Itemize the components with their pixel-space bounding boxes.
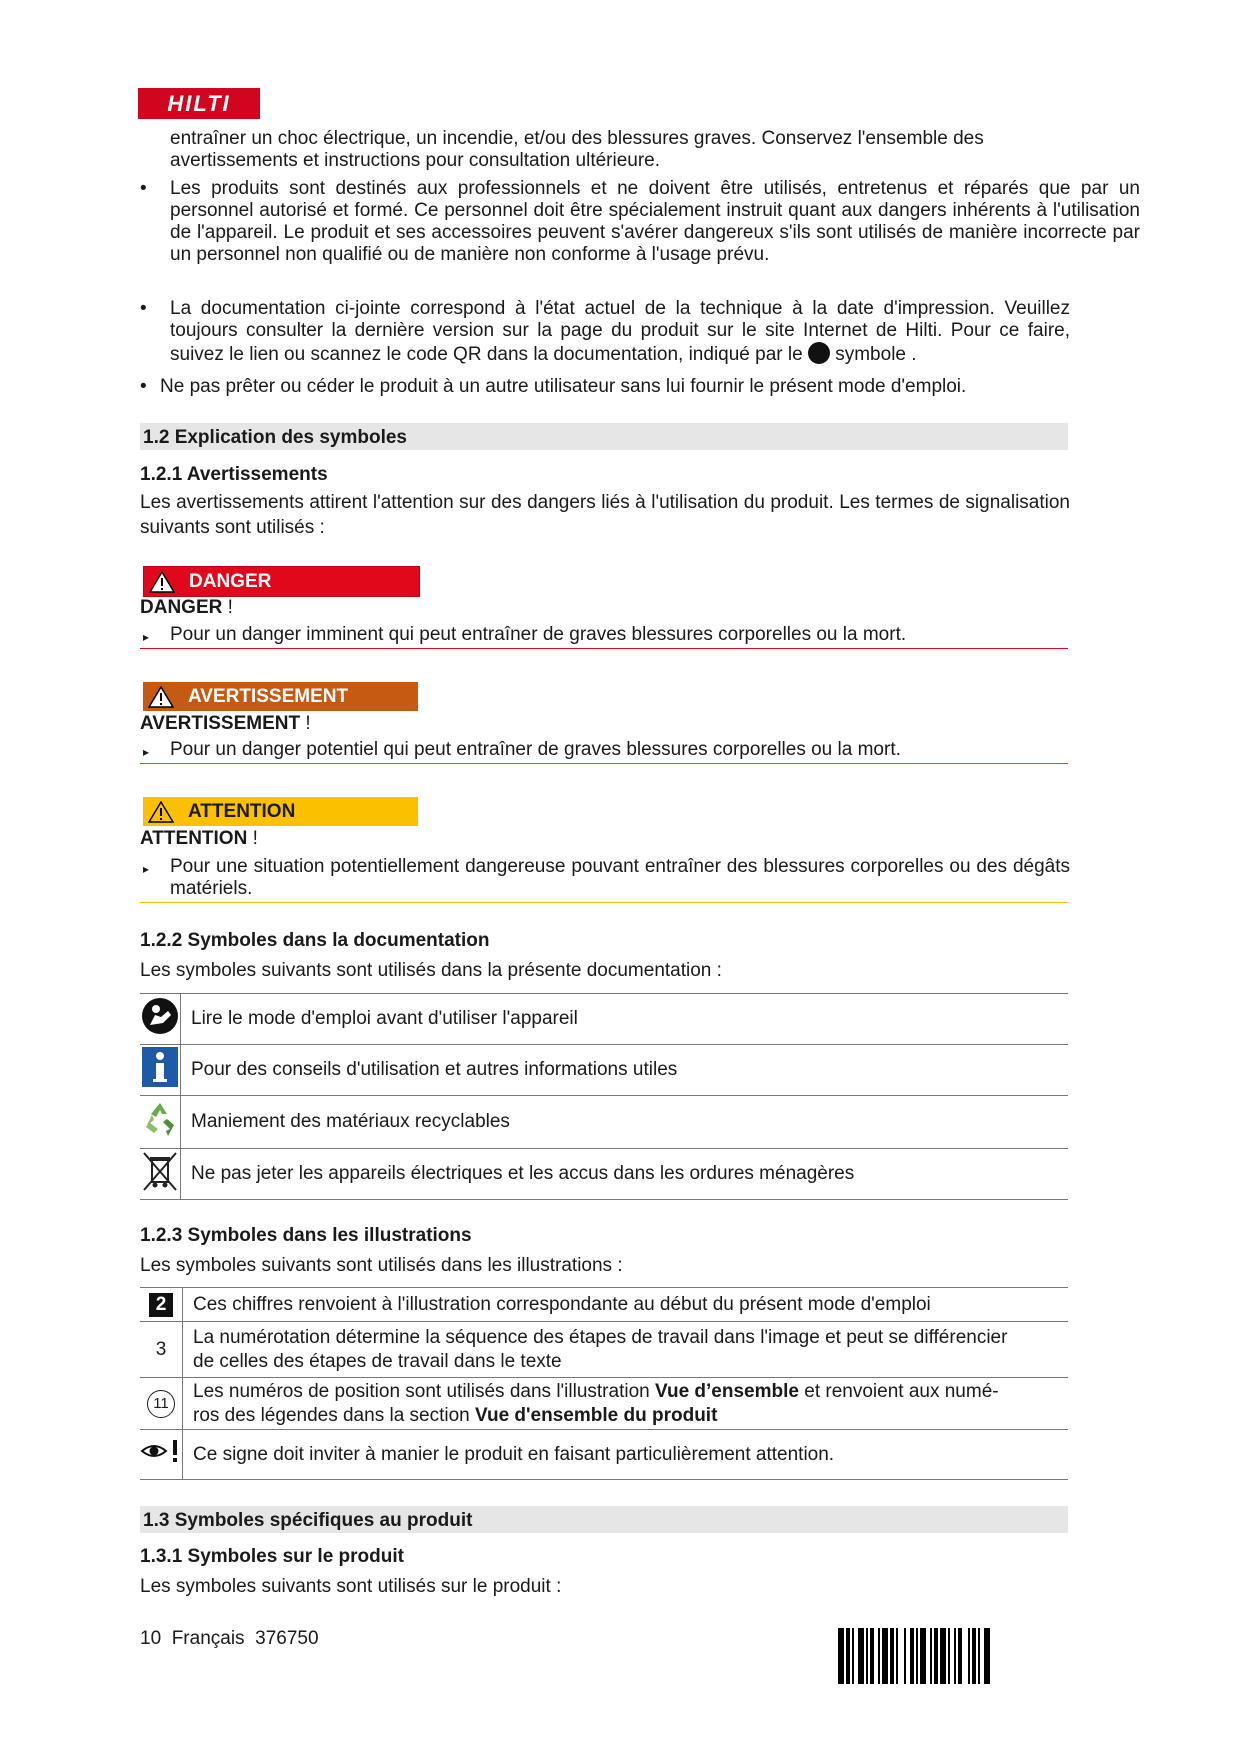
table-row bbox=[140, 1149, 1068, 1200]
table-row bbox=[140, 1045, 1068, 1096]
danger-name: DANGER bbox=[140, 597, 223, 618]
table-icon-cell bbox=[140, 1288, 183, 1322]
page-number: 10 bbox=[140, 1628, 162, 1649]
warning-triangle-icon bbox=[148, 686, 174, 708]
danger-signal-bar bbox=[143, 566, 420, 597]
bullet-professionals bbox=[170, 178, 1140, 266]
intro-paragraph bbox=[170, 128, 1070, 172]
bullet-marker: • bbox=[140, 178, 147, 199]
hilti-logo: HILTI bbox=[138, 88, 260, 119]
table-icon-cell bbox=[140, 1149, 181, 1200]
page-footer bbox=[140, 1628, 319, 1650]
bullet-arrow-icon: ▸ bbox=[143, 862, 150, 876]
bold-reference: Vue d'ensemble du produit bbox=[475, 1404, 718, 1426]
warning-signal-bar bbox=[143, 682, 418, 711]
table-icon-cell bbox=[140, 994, 181, 1045]
text-span: et renvoient aux numé- bbox=[804, 1380, 999, 1402]
bullet-professionals-lead: Les produits sont destinés aux professionnels et ne doivent être utilisés, entretenus et bbox=[170, 178, 954, 199]
crossed-bin-icon bbox=[140, 1150, 180, 1192]
warning-heading bbox=[140, 713, 311, 735]
doc-symbol-text: Ne pas jeter les appareils électriques et les accus dans les ordures ménagères bbox=[181, 1149, 1069, 1200]
section-title-1-2: 1.2 Explication des symboles bbox=[143, 427, 407, 448]
illus-symbol-text bbox=[183, 1322, 1069, 1378]
recycle-icon bbox=[140, 1099, 180, 1139]
warning-name: AVERTISSEMENT bbox=[140, 713, 301, 734]
figure-number-icon: 2 bbox=[149, 1293, 173, 1317]
doc-symbols-table bbox=[140, 993, 1068, 1200]
warning-exclamation: ! bbox=[305, 713, 311, 734]
table-row bbox=[140, 1096, 1068, 1149]
bullet-marker: • bbox=[140, 376, 147, 397]
danger-description: Pour un danger imminent qui peut entraîner de graves blessures corporelles ou la mort. bbox=[170, 624, 907, 645]
subsection-title-1-2-2: 1.2.2 Symboles dans la documentation bbox=[140, 930, 490, 951]
illus-symbol-text-line: de celles des étapes de travail dans le texte bbox=[193, 1350, 562, 1372]
table-icon-cell bbox=[140, 1378, 183, 1430]
attention-eye-icon bbox=[140, 1438, 182, 1464]
read-manual-icon bbox=[141, 997, 179, 1035]
bullet-lending: Ne pas prêter ou céder le produit à un autre utilisateur sans lui fournir le présent mode d'emploi. bbox=[160, 376, 967, 397]
doc-symbol-text: Maniement des matériaux recyclables bbox=[181, 1096, 1069, 1149]
bold-reference: Vue d’ensemble bbox=[655, 1380, 799, 1402]
table-icon-cell bbox=[140, 1096, 181, 1149]
warning-triangle-icon bbox=[148, 801, 174, 823]
bullet-arrow-icon: ▸ bbox=[143, 630, 150, 644]
bullet-documentation-text: La documentation ci-jointe correspond à l'état actuel de la technique à la date d'impression. Veuillez toujours consulter la dernière version sur la page du produit sur le site Internet de Hilti. Pour ce faire, suivez le lien ou scannez le code QR dans la documentation, indiqué par le bbox=[170, 298, 1070, 365]
caution-label: ATTENTION bbox=[188, 800, 296, 822]
illus-symbol-text-line: La numérotation détermine la séquence des étapes de travail dans l'image et peut se différencier bbox=[193, 1326, 1008, 1348]
qr-symbol-icon bbox=[808, 342, 830, 364]
table-row bbox=[140, 1430, 1068, 1480]
barcode-bar bbox=[990, 1628, 992, 1684]
bullet-marker: • bbox=[140, 298, 147, 319]
text-span: Les numéros de position sont utilisés dans l'illustration bbox=[193, 1380, 650, 1402]
warning-rule bbox=[140, 763, 1068, 764]
info-icon bbox=[141, 1046, 179, 1088]
table-icon-cell bbox=[140, 1322, 183, 1378]
intro-line-1: entraîner un choc électrique, un incendie, et/ou des blessures graves. Conservez l'ensemble des bbox=[170, 128, 984, 149]
caution-heading bbox=[140, 828, 258, 850]
danger-label: DANGER bbox=[189, 570, 272, 592]
table-icon-cell bbox=[140, 1430, 183, 1480]
illus-symbol-text bbox=[183, 1378, 1069, 1430]
caution-name: ATTENTION bbox=[140, 828, 248, 849]
bullet-documentation-end: symbole . bbox=[835, 344, 917, 365]
position-number-icon: 11 bbox=[147, 1390, 175, 1418]
table-icon-cell bbox=[140, 1045, 181, 1096]
intro-line-2: avertissements et instructions pour consultation ultérieure. bbox=[170, 150, 661, 171]
caution-signal-bar bbox=[143, 797, 418, 826]
caution-exclamation: ! bbox=[252, 828, 258, 849]
illus-symbol-text: Ces chiffres renvoient à l'illustration correspondante au début du présent mode d'emploi bbox=[183, 1288, 1069, 1322]
subsection-title-1-2-3: 1.2.3 Symboles dans les illustrations bbox=[140, 1225, 472, 1246]
doc-symbol-text: Pour des conseils d'utilisation et autres informations utiles bbox=[181, 1045, 1069, 1096]
doc-symbol-text: Lire le mode d'emploi avant d'utiliser l'appareil bbox=[181, 994, 1069, 1045]
warning-triangle-icon bbox=[149, 571, 175, 593]
danger-heading bbox=[140, 597, 233, 619]
barcode bbox=[838, 1628, 1064, 1684]
bullet-arrow-icon: ▸ bbox=[143, 745, 150, 759]
footer-language: Français bbox=[171, 1628, 245, 1649]
subsection-title-1-3-1: 1.3.1 Symboles sur le produit bbox=[140, 1546, 404, 1567]
illus-symbol-text: Ce signe doit inviter à manier le produit en faisant particulièrement attention. bbox=[183, 1430, 1069, 1480]
illus-symbol-text-line bbox=[193, 1380, 1058, 1404]
subsection-title-1-2-1: 1.2.1 Avertissements bbox=[140, 464, 328, 485]
illus-symbols-table bbox=[140, 1287, 1068, 1480]
table-row bbox=[140, 994, 1068, 1045]
text-span: ros des légendes dans la section bbox=[193, 1404, 470, 1426]
doc-symbols-intro-text: Les symboles suivants sont utilisés dans la présente documentation : bbox=[140, 960, 722, 981]
table-row bbox=[140, 1322, 1068, 1378]
caution-description: Pour une situation potentiellement dangereuse pouvant entraîner des blessures corporelles ou des dégâts matériels. bbox=[170, 856, 1070, 899]
product-symbols-intro-text: Les symboles suivants sont utilisés sur le produit : bbox=[140, 1576, 562, 1597]
bullet-documentation bbox=[170, 298, 1070, 366]
danger-exclamation: ! bbox=[227, 597, 233, 618]
table-row bbox=[140, 1378, 1068, 1430]
illus-symbol-text-line bbox=[193, 1404, 1058, 1428]
warnings-intro-text: Les avertissements attirent l'attention sur des dangers liés à l'utilisation du produit. Les termes de signalisation suivants sont utilisés : bbox=[140, 492, 1070, 538]
step-number-icon: 3 bbox=[155, 1338, 167, 1360]
warning-description: Pour un danger potentiel qui peut entraîner de graves blessures corporelles ou la mort. bbox=[170, 739, 901, 760]
section-title-1-3: 1.3 Symboles spécifiques au produit bbox=[143, 1510, 473, 1531]
warning-label: AVERTISSEMENT bbox=[188, 685, 349, 707]
table-row bbox=[140, 1288, 1068, 1322]
footer-doc-number: 376750 bbox=[255, 1628, 319, 1649]
caution-rule bbox=[140, 902, 1068, 903]
illus-symbols-intro-text: Les symboles suivants sont utilisés dans les illustrations : bbox=[140, 1255, 623, 1276]
bullet-professionals-rest: réparés que par un personnel autorisé et formé. Ce personnel doit être spécialement instruit quant aux dangers inhérents à l'utilisation de l'appareil. Le produit et ses accessoires peuvent s'avérer dangereux s'ils sont utilisés de manière incorrecte par un personnel non qualifié ou de manière non conforme à l'usage prévu. bbox=[170, 178, 1140, 265]
danger-rule bbox=[140, 648, 1068, 649]
